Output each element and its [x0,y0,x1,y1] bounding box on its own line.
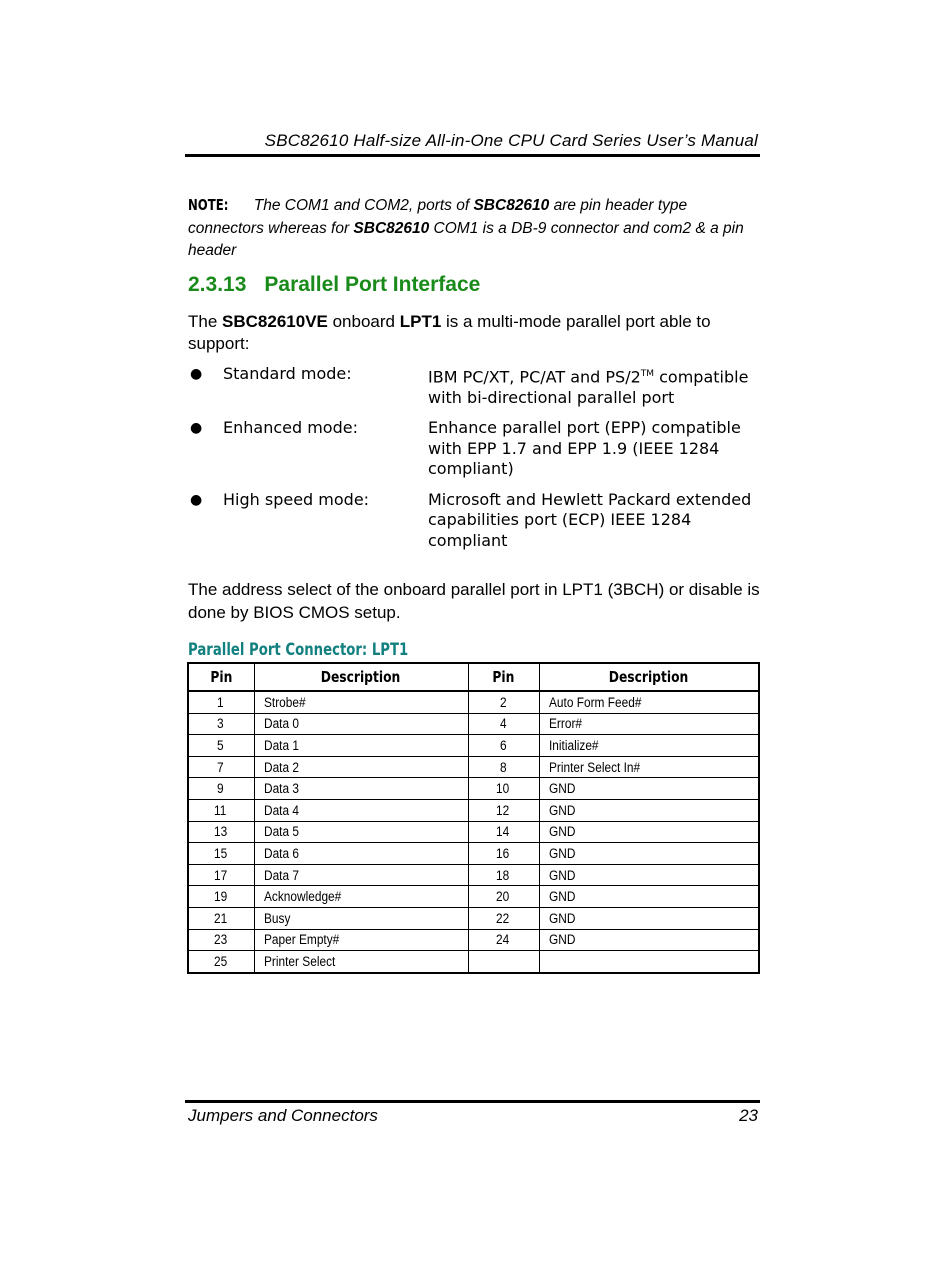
pin-number: 13 [213,824,227,840]
table-row [188,756,759,778]
note-text: COM1 is a DB-9 connector and com2 & a pin header [188,219,744,259]
header-text: Description [608,668,689,686]
mode-description: Enhance parallel port (EPP) compatible with EPP 1.7 and EPP 1.9 (IEEE 1284 compliant) [428,418,741,479]
pin-description: Strobe# [263,694,306,710]
table-row [188,713,759,735]
pin-number-cell [188,907,254,929]
mode-desc-text: IBM PC/XT, PC/AT and PS/2 [428,367,641,387]
pin-number-cell [188,778,254,800]
pin-description: Data 6 [263,845,299,861]
pin-number-cell [468,907,539,929]
table-row [188,799,759,821]
pin-description-cell [254,864,468,886]
pin-number-cell [188,756,254,778]
pin-number: 2 [499,694,507,710]
bullet-icon: ● [190,420,203,437]
address-paragraph: The address select of the onboard parallel port in LPT1 (3BCH) or disable is done by BIOS CMOS setup. [188,580,760,622]
note-text: The COM1 and COM2, ports of [253,197,474,214]
pin-description-cell [254,951,468,973]
mode-item-enhanced [188,418,763,480]
header-description [254,663,468,691]
pin-number-cell [188,843,254,865]
mode-name: Enhanced mode: [223,418,358,438]
pin-number-cell [188,799,254,821]
trademark-mark: TM [640,369,655,379]
table-row [188,951,759,973]
mode-description [428,364,763,408]
pin-number-cell [468,713,539,735]
note-product: SBC82610 [473,197,550,214]
pin-number-cell [468,821,539,843]
pin-number: 24 [495,932,510,948]
header-text: Pin [210,668,233,686]
pin-number: 14 [495,824,510,840]
pin-description-cell [254,929,468,951]
pin-description-cell [539,735,759,757]
intro-text: The [188,312,223,331]
pin-description: Error# [548,716,582,732]
running-header: SBC82610 Half-size All-in-One CPU Card Series User’s Manual [264,131,758,150]
pin-description-cell [539,799,759,821]
pin-number-cell [188,886,254,908]
pin-description-cell [254,778,468,800]
bullet-icon: ● [190,366,203,382]
pin-number: 17 [213,867,227,883]
pin-number: 11 [214,802,227,818]
pin-description-cell [539,821,759,843]
pin-description: GND [548,889,575,905]
lpt1-pin-table [187,662,760,974]
pin-description-cell [539,843,759,865]
pin-description-cell [539,951,759,973]
pin-description-cell [539,929,759,951]
pin-description-cell [254,843,468,865]
pin-number: 15 [213,845,227,861]
note-paragraph [188,194,763,263]
pin-description-cell [254,756,468,778]
pin-description: Data 0 [263,716,299,732]
pin-number: 1 [217,694,225,710]
pin-number: 8 [499,759,507,775]
pin-description-cell [254,735,468,757]
intro-product: SBC82610VE [222,312,328,331]
pin-number: 20 [495,889,510,905]
pin-number-cell [188,929,254,951]
note-product: SBC82610 [353,219,430,237]
pin-description: Data 5 [263,824,299,840]
mode-name: Standard mode: [223,364,352,383]
intro-port: LPT1 [399,312,442,331]
table-row [188,929,759,951]
pin-number: 18 [495,867,510,883]
pin-description-cell [254,907,468,929]
header-rule [185,154,760,157]
header-pin [188,663,254,691]
mode-desc-text: compatible with bi-directional parallel port [428,367,749,407]
pin-description: GND [548,932,575,948]
pin-number: 25 [213,953,227,969]
pin-number: 22 [495,910,510,926]
intro-text: onboard [327,312,400,331]
pin-number-cell [468,864,539,886]
pin-number-cell [188,951,254,973]
pin-number: 23 [213,932,227,948]
pin-number: 3 [217,716,225,732]
pin-description-cell [254,691,468,713]
pin-number-cell [188,713,254,735]
mode-name: High speed mode: [223,489,370,509]
pin-description: GND [548,802,575,818]
pin-description-cell [539,713,759,735]
pin-description-cell [254,713,468,735]
table-row [188,691,759,713]
pin-number-cell [188,735,254,757]
pin-number-cell [468,799,539,821]
pin-description: Auto Form Feed# [548,694,641,710]
table-row [188,864,759,886]
table-row [188,735,759,757]
pin-description: Data 7 [263,867,299,883]
mode-item-standard [188,364,763,408]
section-heading [188,273,480,297]
pin-description-cell [539,756,759,778]
table-row [188,821,759,843]
pin-description: Initialize# [548,737,599,753]
pin-description: Data 4 [263,802,299,818]
pin-number: 12 [495,802,510,818]
table-header-row [188,663,759,691]
intro-paragraph [188,311,763,355]
header-description [539,663,759,691]
pin-number-cell [188,864,254,886]
pin-description: Data 2 [263,759,299,775]
pin-description: Printer Select In# [548,759,640,775]
table-caption: Parallel Port Connector: LPT1 [188,640,409,660]
pin-description: Acknowledge# [263,889,341,905]
page-number: 23 [739,1106,758,1125]
pin-number: 9 [217,781,225,797]
mode-description: Microsoft and Hewlett Packard extended capabilities port (ECP) IEEE 1284 compliant [428,489,752,550]
pin-number-cell [468,778,539,800]
pin-number: 10 [495,781,510,797]
footer-chapter: Jumpers and Connectors [188,1106,378,1125]
pin-description: Busy [263,910,290,926]
pin-description-cell [254,886,468,908]
pin-number-cell [468,735,539,757]
bullet-icon: ● [190,491,203,508]
pin-description: Data 1 [263,737,299,753]
table-row [188,907,759,929]
intro-text: is a multi-mode parallel port able to support: [188,312,711,353]
pin-number: 16 [495,845,510,861]
pin-number: 4 [499,716,507,732]
mode-item-high-speed [188,490,763,552]
pin-number-cell [468,843,539,865]
table-row [188,778,759,800]
section-number: 2.3.13 [188,273,247,296]
pin-number: 21 [213,910,227,926]
pin-description: Data 3 [263,781,299,797]
pin-description: GND [548,867,575,883]
pin-description-cell [539,778,759,800]
pin-number-cell [468,929,539,951]
pin-number-cell [468,886,539,908]
pin-number: 7 [217,759,225,775]
header-text: Pin [492,668,515,686]
table-row [188,843,759,865]
mode-list [188,364,763,561]
header-pin [468,663,539,691]
footer-rule [185,1100,760,1103]
pin-description: GND [548,845,575,861]
pin-number: 5 [217,737,225,753]
pin-number-cell [468,756,539,778]
table-row [188,886,759,908]
pin-number-cell [468,951,539,973]
pin-description: Paper Empty# [263,932,339,948]
pin-description-cell [539,691,759,713]
pin-description-cell [539,907,759,929]
note-text: are pin header type connectors whereas for [188,197,688,237]
pin-number: 19 [213,889,227,905]
pin-number: 6 [499,737,507,753]
pin-description: GND [548,824,575,840]
pin-description: GND [548,910,575,926]
pin-number-cell [188,691,254,713]
header-text: Description [321,668,401,686]
pin-number-cell [188,821,254,843]
section-title: Parallel Port Interface [264,273,481,296]
pin-description: GND [548,781,575,797]
note-label: NOTE: [188,196,229,214]
pin-description: Printer Select [263,953,335,969]
pin-description-cell [539,864,759,886]
pin-description-cell [254,799,468,821]
pin-description-cell [539,886,759,908]
pin-number-cell [468,691,539,713]
pin-description-cell [254,821,468,843]
